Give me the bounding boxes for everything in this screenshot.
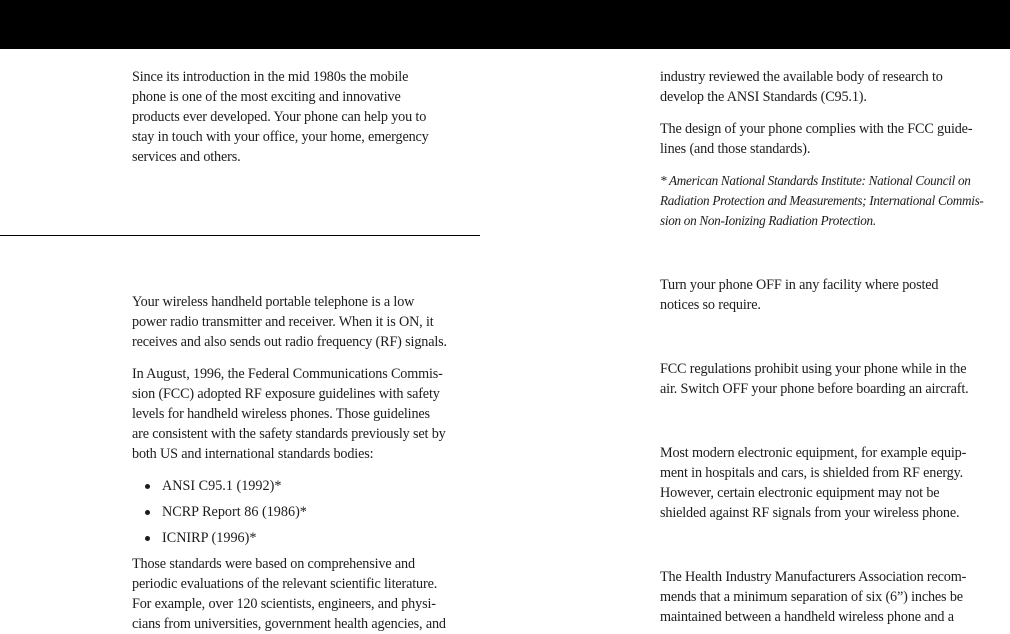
intro-paragraph: Since its introduction in the mid 1980s the mobile phone is one of the most exciting and innovative products ever developed. Your phone can help you to stay in touch with your office, your home, emergency services and others. <box>132 69 429 165</box>
list-item: ICNIRP (1996)* <box>132 528 307 554</box>
bullet-icon <box>145 484 150 489</box>
bullet-icon <box>145 536 150 541</box>
header-bar <box>0 0 1010 49</box>
pacemaker-paragraph: The Health Industry Manufacturers Association recom- mends that a minimum separation of six (6”) inches be maintained between a handheld wireless phone and a <box>660 569 967 625</box>
standards-list <box>132 476 307 554</box>
aircraft-notice-paragraph: FCC regulations prohibit using your phone while in the air. Switch OFF your phone before boarding an aircraft. <box>660 361 969 397</box>
electronic-devices-paragraph: Most modern electronic equipment, for example equip- ment in hospitals and cars, is shielded from RF energy. However, certain electronic equipment may not be shielded against RF signals from your wireless phone. <box>660 445 967 521</box>
rf-intro-paragraph: Your wireless handheld portable telephone is a low power radio transmitter and receiver. When it is ON, it receives and also sends out radio frequency (RF) signals. <box>132 294 447 350</box>
footnote: * American National Standards Institute: National Council on Radiation Protection and Measurements; International Commis- sion on Non-Ionizing Radiation Protection. <box>660 173 984 228</box>
list-item: ANSI C95.1 (1992)* <box>132 476 307 502</box>
bullet-icon <box>145 510 150 515</box>
standards-basis-paragraph: Those standards were based on comprehensive and periodic evaluations of the relevant scientific literature. For example, over 120 scientists, engineers, and physi- cians from universities, government health agencies, and <box>132 556 446 632</box>
section-divider <box>0 235 480 236</box>
design-compliance-paragraph: The design of your phone complies with the FCC guide- lines (and those standards). <box>660 121 973 157</box>
fcc-guidelines-paragraph: In August, 1996, the Federal Communications Commis- sion (FCC) adopted RF exposure guidelines with safety levels for handheld wireless phones. Those guidelines are consistent with the safety standards previously set by both US and international standards bodies: <box>132 366 446 462</box>
facility-notice-paragraph: Turn your phone OFF in any facility where posted notices so require. <box>660 277 939 313</box>
research-continued-paragraph: industry reviewed the available body of research to develop the ANSI Standards (C95.1). <box>660 69 943 105</box>
list-item: NCRP Report 86 (1986)* <box>132 502 307 528</box>
